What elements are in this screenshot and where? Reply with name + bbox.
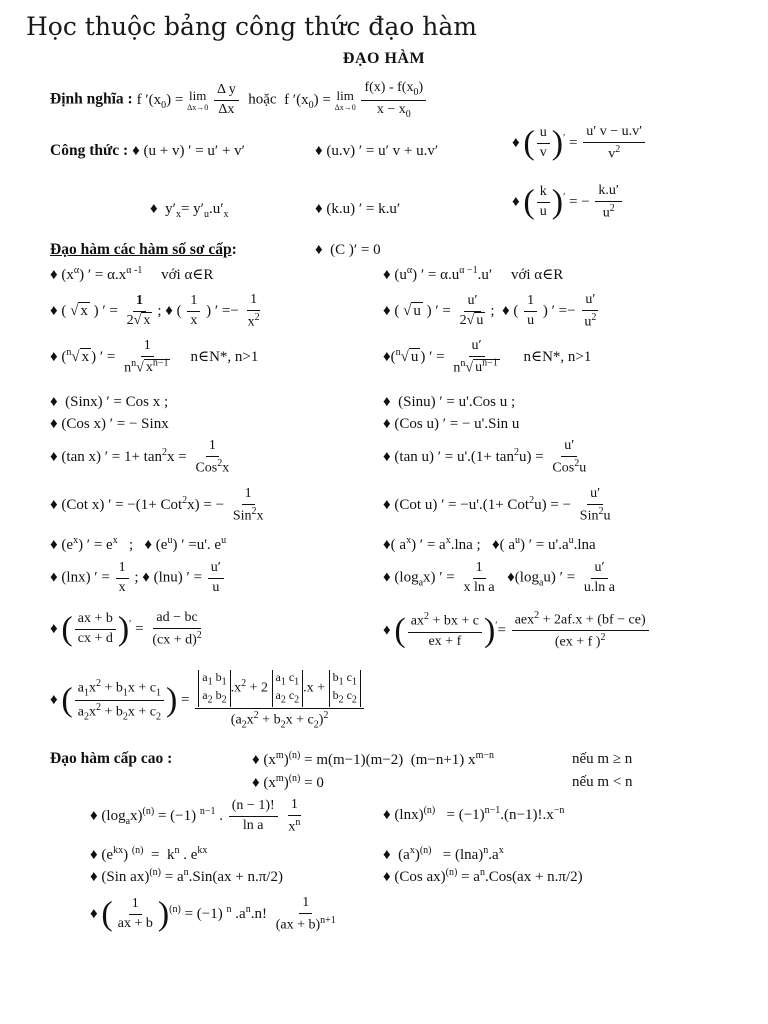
tan-x-rule: ♦ (tan x) ′ = $1+ \tan^2x$ = $\frac{1}{Cos^2x}$ [50,438,230,476]
quad-over-quad-rule: ♦ ( $\frac{a_1x^2 + b_1x + c_1}{a_2x^2 + b_2x + c_2}$ ) = $a_1$ $b_1$ $a_2$ $b_2$ $.x^2 + 2$ $a_1$ $c_1$ $a_2$ $c_2$ .x + $b_1$ $c_1$ $b_2$ $c_2$ $(a_2x^2 + b_2x + c_2)^2$ [50,670,366,731]
cond-ge: nếu m ≥ n [572,751,633,767]
definition-row: Định nghĩa : f $'(x_0) = \lim$ Δx→0 $\frac{\text{Δ y}}{\Delta x}$ hoặc f $'(x_0) = \lim$ Δx→0 $\frac{f(x) - f(x_0)}{x - x_0}$ [50,80,428,121]
sum-rule: (u + v) ′ = u′ + v′ [143,143,245,159]
chain-rule: ♦ $y'_x= y'_u.u'_x$ [150,201,229,220]
k-over-u-rule: ♦ ( $\frac{k}{u}$ )′ = − $\frac{k.u'}{u^2}$ [512,183,624,222]
quotient-rule: ♦ ( $\frac{u}{v}$ )′ = $\frac{u' v - u.v'}{v^2}$ [512,124,647,163]
formulas-label: Công thức [50,142,120,159]
quad-over-lin-rule: ♦ ( $\frac{ax^2 + bx + c}{ex + f}$ )′= $\frac{aex^2 + 2af.x + (bf - ce)}{(ex + f )^2}$ [383,610,651,652]
formulas-row-1: Công thức : ♦ (u + v) ′ = u′ + v′ [50,142,245,159]
const-mult-rule: ♦ (k.u) ′ = k.u′ [315,201,401,217]
ax-rules: ♦( $a^x$) ′ = $a^x.\ln a$ ; ♦( $a^u$) ′ = $u'.a^u.\ln a$ [383,535,596,553]
cond-n-2: n∈N*, n>1 [523,349,592,366]
hi-ax-rule: ♦ $(a^x)^{(n)} = (\ln a)^n.a^x$ [383,845,504,863]
hi-sin-rule: ♦ (Sin $ax)^{(n)} = a^n.Sin(ax + n.\pi/2)$ [90,867,283,885]
hi-pow-rule-1: ♦ $(x^m)^{(n)} = m(m-1)(m-2)$ (m−n+1) $x^{m-n}$ [252,750,494,768]
def-formula-2: f $'(x_0) = \lim$ Δx→0 $\frac{f(x) - f(x_0)}{x - x_0}$ [284,92,428,108]
log-rules: ♦ $(\log_ax)$ ′ = $\frac{1}{\text{x ln a}}$ $♦(\log_au)$ ′ = $\frac{u'}{\text{u.ln a}}$ [383,560,616,595]
const-rule: ♦ (C )′ = 0 [315,242,381,258]
hi-inv-rule: ♦ ( $\frac{1}{ax + b}$ )$^{(n)}$ = (−1) $^n$ $.a^n.n$! $\frac{1}{(ax + b)^{n+1}}$ [90,895,336,933]
hi-ekx-rule: ♦ $(e^{kx}) ^{(n)} = k^n$ . $e^{kx}$ [90,845,208,863]
sin-x-rule: ♦ (Sinx) ′ = Cos x ; [50,394,169,410]
tan-u-rule: ♦ (tan u) ′ = $u'.(1+ \tan^2u)$ = $\frac{u'}{Cos^2u}$ [383,438,587,476]
higher-row: Đạo hàm cấp cao : [50,750,173,767]
nroot-u-rule: ♦($^n$√ u ) ′ = $\frac{u'}{n^n√ u^{n-1}}$ n∈N*, n>1 [383,338,592,376]
cos-x-rule: ♦ (Cos x) ′ = − Sinx [50,416,169,432]
sin-u-rule: ♦ (Sinu) ′ = u'.Cos u ; [383,394,516,410]
cond-alpha-2: với α∈R [510,267,564,283]
lin-frac-rule: ♦ ( $\frac{ax + b}{cx + d}$ )′ = $\frac{ad - bc}{(cx + d)^2}$ [50,610,202,648]
higher-label: Đạo hàm cấp cao [50,750,164,767]
definition-label: Định nghĩa [50,90,124,108]
product-rule: ♦ (u.v) ′ = u′ v + u.v′ [315,143,439,159]
nroot-x-rule: ♦ ($^n$√ x ) ′ = $\frac{1}{n^n√ x^{n-1}}$ n∈N*, n>1 [50,338,259,376]
sqrt-inv-x-rules: ♦ ( √ x ) ′ = $\frac{1}{2√ x}$ ; ♦ ( $\frac{1}{x}$ ) ′ =− $\frac{1}{x^2}$ [50,292,260,330]
exp-rules: ♦ $(e^x)$ ′ = $e^x$ ; ♦ $(e^u)$ ′ =u'. $e^u$ [50,535,227,553]
elementary-label: Đạo hàm các hàm số sơ cấp [50,241,232,258]
cond-alpha-1: với α∈R [161,267,214,283]
hi-ln-rule: ♦ $(\ln x)^{(n)} = (-1)^{n-1}.(n-1)!.x^{-n}$ [383,805,565,823]
elementary-row: Đạo hàm các hàm số sơ cấp: [50,241,237,258]
cos-u-rule: ♦ (Cos u) ′ = − u'.Sin u [383,416,520,432]
sqrt-inv-u-rules: ♦ ( √ u ) ′ = $\frac{u'}{2√ u}$ ; ♦ ( $\frac{1}{u}$ ) ′ =− $\frac{u'}{u^2}$ [383,292,601,331]
sheet-heading: ĐẠO HÀM [342,50,426,67]
pow-x-rule: ♦ $(x^\alpha)$ ′ = $\alpha.x^{\alpha -1}$ với α∈R [50,265,214,283]
cond-lt: nếu m < n [572,774,633,790]
def-formula-1: f $'(x_0) = \lim$ Δx→0 $\frac{\text{Δ y}}{\Delta x}$ [137,92,241,108]
cond-n-1: n∈N*, n>1 [190,349,259,366]
pow-u-rule: ♦ $(u^\alpha)$ ′ = $\alpha.u^{\alpha -1}.u'$ với α∈R [383,265,564,283]
ln-rules: ♦ (lnx) ′ = $\frac{1}{x}$ ; ♦ (lnu) ′ = $\frac{u'}{u}$ [50,560,226,597]
page-title: Học thuộc bảng công thức đạo hàm [26,12,477,41]
cot-x-rule: ♦ (Cot x) ′ = −(1+ Cot$^2$x) = − $\frac{1}{Sin^2x}$ [50,486,264,524]
or-word: hoặc [248,91,277,108]
hi-cos-rule: ♦ (Cos $ax)^{(n)} = a^n.Cos(ax + n.\pi/2)$ [383,867,583,885]
cot-u-rule: ♦ (Cot u) ′ = −u'.(1+ Cot$^2$u) = − $\frac{u'}{Sin^2u}$ [383,486,611,524]
hi-pow-rule-2: ♦ $(x^m)^{(n)} = 0$ [252,773,324,791]
hi-log-rule: ♦ $(\log_ax)^{(n)} = (-1)$ $^{n-1}$ . $\frac{(n - 1)!}{\text{ln a}}$ $\frac{1}{x^n}$ [90,797,301,835]
